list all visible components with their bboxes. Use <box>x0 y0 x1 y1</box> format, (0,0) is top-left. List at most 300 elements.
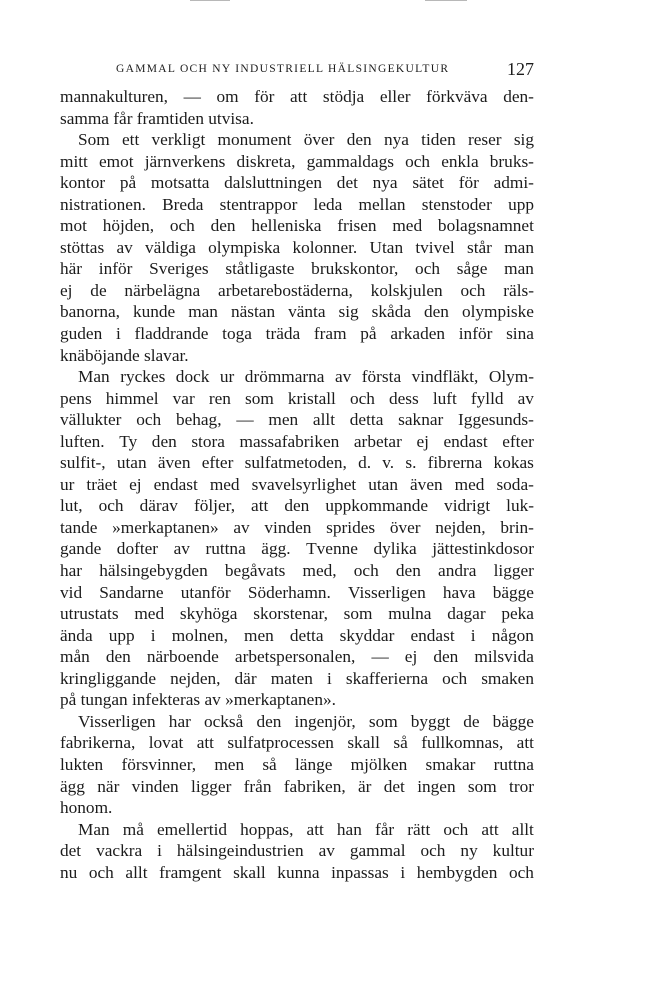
text-line <box>60 754 534 776</box>
word: skyhöga <box>179 604 238 624</box>
word: arbetarebostäderna, <box>218 280 353 300</box>
word: och <box>508 862 534 882</box>
word: »merkaptanen» <box>112 517 219 537</box>
word: mot <box>60 216 87 236</box>
word: fladdrande <box>134 324 209 344</box>
word: får <box>108 108 133 128</box>
word: träda <box>265 324 301 344</box>
word: fram <box>313 324 347 344</box>
word: sprides <box>326 517 376 537</box>
word: guden <box>60 324 103 344</box>
word: den <box>433 647 459 667</box>
word: detta <box>289 625 324 645</box>
word: maten <box>270 668 313 688</box>
text-line <box>60 86 534 108</box>
word: vinden <box>264 517 312 537</box>
word: där <box>234 668 257 688</box>
word: Breda <box>162 194 204 214</box>
word: ej <box>416 431 429 451</box>
word: med <box>454 474 485 494</box>
word: fibrerna <box>427 453 483 473</box>
word: att <box>290 87 308 106</box>
word: har <box>168 711 191 731</box>
word: Ty <box>119 431 138 451</box>
word: allt <box>125 862 148 882</box>
word: helleniska <box>251 216 322 236</box>
word: Man <box>78 367 110 387</box>
word: med, <box>302 561 337 581</box>
text-line <box>60 409 534 431</box>
word: milsvida <box>474 647 534 667</box>
word: har <box>60 561 83 581</box>
word: förkväva <box>426 87 488 106</box>
word: reser <box>467 130 502 150</box>
word: luft <box>432 388 457 408</box>
word: smakar <box>425 754 476 774</box>
word: luften. <box>60 431 105 451</box>
word: Som <box>78 130 110 150</box>
word: fabrikerna, <box>60 733 136 753</box>
word: kunna <box>277 862 320 882</box>
text-line <box>60 452 534 474</box>
word: den <box>346 130 372 150</box>
text-line <box>60 560 534 582</box>
word: ur <box>60 474 75 494</box>
word: står <box>466 237 492 257</box>
word: vidrigt <box>444 496 491 516</box>
word: vinden <box>131 776 179 796</box>
word: att <box>306 819 324 839</box>
word: på <box>119 173 137 193</box>
word: bägge <box>492 711 534 731</box>
word: sina <box>506 324 534 344</box>
word: jättestinkdosor <box>432 539 534 559</box>
word: väldiga <box>145 237 196 257</box>
word: ren <box>208 388 231 408</box>
word: olympiske <box>461 302 534 322</box>
word: och <box>88 862 114 882</box>
word: mjölken <box>350 754 408 774</box>
word: Visserligen <box>78 711 156 731</box>
word: honom. <box>60 798 113 818</box>
word: Utan <box>369 237 404 257</box>
word: sig <box>338 302 359 322</box>
word: tiden <box>421 130 456 150</box>
word: av <box>517 388 534 408</box>
word: svavelsyrlighet <box>251 474 357 494</box>
word: närbelägna <box>124 280 201 300</box>
word: mellan <box>358 194 406 214</box>
word: nistrationen. <box>60 194 146 214</box>
text-line <box>60 517 534 539</box>
text-line <box>60 129 534 151</box>
word: men <box>244 625 274 645</box>
word: sig <box>513 130 534 150</box>
word: framtiden <box>132 108 204 128</box>
word: peka <box>501 604 534 624</box>
word: eller <box>379 87 411 106</box>
word: upp <box>508 194 534 214</box>
text-line <box>60 194 534 216</box>
text-line <box>60 819 534 841</box>
word: ligger <box>191 776 232 796</box>
word: enkla <box>441 151 479 171</box>
word: uppkommande <box>325 496 429 516</box>
word: och <box>420 841 446 861</box>
word: och <box>169 216 195 236</box>
word: att <box>481 819 499 839</box>
word: på <box>60 690 77 710</box>
word: Olym- <box>488 367 534 387</box>
word: vällukter <box>60 410 122 430</box>
word: av <box>116 237 133 257</box>
text-line <box>60 215 534 237</box>
word: Söderhamn. <box>247 582 331 602</box>
word: om <box>216 87 239 106</box>
word: stora <box>191 431 225 451</box>
word: utan <box>368 474 398 494</box>
word: men <box>214 754 245 774</box>
word: i <box>470 625 476 645</box>
word: den <box>395 561 421 581</box>
word: att <box>196 733 214 753</box>
word: lukten <box>60 754 104 774</box>
word: verkligt <box>151 130 206 150</box>
word: ryckes <box>120 367 166 387</box>
word: Man <box>78 819 110 839</box>
word: endast <box>443 431 488 451</box>
word: ny <box>460 841 478 861</box>
text-line <box>60 345 534 367</box>
word: framgent <box>159 862 222 882</box>
word: mitt <box>60 151 88 171</box>
word: behag, <box>175 410 222 430</box>
word: knäböjande <box>60 345 140 365</box>
word: den- <box>503 87 534 106</box>
word: ur <box>219 367 235 387</box>
word: samma <box>60 108 109 128</box>
text-line <box>60 474 534 496</box>
text-line <box>60 711 534 733</box>
word: ståtligaste <box>225 259 295 279</box>
word: med <box>209 474 240 494</box>
word: kristall <box>287 388 336 408</box>
word: och <box>460 280 486 300</box>
word: de <box>90 280 107 300</box>
word: lut, <box>60 496 83 516</box>
word: och <box>442 668 468 688</box>
word: fylld <box>470 388 504 408</box>
word: den <box>151 431 177 451</box>
running-title: GAMMAL OCH NY INDUSTRIELL HÄLSINGEKULTUR <box>116 63 450 75</box>
word: arbetar <box>353 431 402 451</box>
word: och <box>136 410 162 430</box>
word: skåda <box>371 302 412 322</box>
text-line <box>60 301 534 323</box>
word: kokas <box>493 453 534 473</box>
text-line <box>60 323 534 345</box>
word: smaken <box>481 668 534 688</box>
word: ligger <box>493 561 534 581</box>
word: nejden, <box>435 517 486 537</box>
word: man <box>504 259 534 279</box>
word: vid <box>60 582 83 602</box>
text-line <box>60 237 534 259</box>
text-line <box>60 108 534 130</box>
word: här <box>60 259 83 279</box>
word: bruks- <box>489 151 534 171</box>
word: stödja <box>322 87 365 106</box>
word: ruttna <box>493 754 534 774</box>
word: dess <box>388 388 419 408</box>
word: nästan <box>230 302 276 322</box>
word: som <box>244 388 274 408</box>
word: fabriken, <box>283 776 346 796</box>
word: i <box>400 862 406 882</box>
word: som <box>368 711 398 731</box>
word: Sveriges <box>149 259 209 279</box>
word: när <box>97 776 120 796</box>
word: vänta <box>288 302 326 322</box>
word: höjden, <box>102 216 155 236</box>
word: inpassas <box>331 862 389 882</box>
word: sulfit-, <box>60 453 106 473</box>
word: och <box>98 496 124 516</box>
text-line <box>60 732 534 754</box>
text-line <box>60 538 534 560</box>
word: träet <box>86 474 118 494</box>
word: »merkaptanen». <box>220 690 336 710</box>
word: dylika <box>373 539 417 559</box>
word: han <box>336 819 362 839</box>
word: monument <box>217 130 292 150</box>
text-line <box>60 625 534 647</box>
word: av <box>173 539 190 559</box>
word: ej <box>404 647 418 667</box>
word: d. <box>358 453 372 473</box>
word: den <box>256 711 282 731</box>
word: andra <box>438 561 477 581</box>
word: över <box>389 517 421 537</box>
text-line <box>60 840 534 862</box>
text-line <box>60 603 534 625</box>
word: över <box>303 130 335 150</box>
word: leda <box>313 194 343 214</box>
word: ingen <box>417 776 456 796</box>
text-line <box>60 646 534 668</box>
word: nu <box>60 862 78 882</box>
word: försvinner, <box>121 754 197 774</box>
word: järnverkens <box>144 151 226 171</box>
word: allt <box>511 819 534 839</box>
word: — <box>371 647 389 667</box>
word: även <box>410 474 443 494</box>
word: vackra <box>96 841 143 861</box>
text-line <box>60 582 534 604</box>
word: kultur <box>492 841 534 861</box>
word: men <box>268 410 299 430</box>
word: luk- <box>506 496 534 516</box>
word: den <box>424 302 449 322</box>
word: ett <box>121 130 140 150</box>
word: länge <box>294 754 333 774</box>
word: man <box>188 302 218 322</box>
word: därav <box>139 496 178 516</box>
word: i <box>157 841 162 861</box>
word: dock <box>175 367 210 387</box>
word: arbetspersonalen, <box>234 647 356 667</box>
word: i <box>115 324 121 344</box>
word: med <box>134 604 165 624</box>
text-line <box>60 258 534 280</box>
word: hälsingebygden <box>99 561 208 581</box>
word: av <box>233 517 250 537</box>
word: gande <box>60 539 102 559</box>
word: himmel <box>105 388 159 408</box>
word: är <box>358 776 372 796</box>
word: räls- <box>503 280 534 300</box>
word: i <box>150 625 156 645</box>
text-line <box>60 797 534 819</box>
scan-edge-mark-right <box>425 0 467 1</box>
word: att <box>251 496 269 516</box>
word: bolagsnamnet <box>437 216 534 236</box>
word: allt <box>312 410 335 430</box>
word: och <box>443 819 469 839</box>
word: lovat <box>148 733 184 753</box>
word: för <box>458 173 479 193</box>
word: och <box>349 388 375 408</box>
text-line <box>60 280 534 302</box>
word: skafferierna <box>345 668 429 688</box>
word: också <box>203 711 244 731</box>
word: det <box>383 776 405 796</box>
word: vindfläkt, <box>411 367 479 387</box>
word: emellertid <box>157 819 228 839</box>
word: molnen, <box>171 625 228 645</box>
text-line <box>60 689 534 711</box>
word: v. <box>382 453 395 473</box>
word: endast <box>410 625 455 645</box>
word: ej <box>129 474 142 494</box>
text-line <box>60 862 534 884</box>
text-line <box>60 172 534 194</box>
word: följer, <box>193 496 236 516</box>
word: att <box>516 733 534 753</box>
word: infekteras <box>127 690 201 710</box>
word: närboende <box>146 647 219 667</box>
word: sulfatmetoden, <box>244 453 347 473</box>
word: bägge <box>492 582 534 602</box>
text-line <box>60 495 534 517</box>
word: — <box>236 410 254 430</box>
word: från <box>243 776 272 796</box>
word: så <box>393 733 408 753</box>
word: ägg <box>60 776 85 796</box>
word: detta <box>349 410 384 430</box>
word: och <box>415 259 440 279</box>
word: skorstenar, <box>253 604 328 624</box>
text-line <box>60 388 534 410</box>
word: gammal <box>349 841 406 861</box>
word: tande <box>60 517 98 537</box>
word: mån <box>60 647 90 667</box>
text-line <box>60 366 534 388</box>
word: diskreta, <box>236 151 296 171</box>
word: mulna <box>388 604 432 624</box>
word: på <box>360 324 377 344</box>
word: och <box>353 561 379 581</box>
word: Iggesunds- <box>458 410 534 430</box>
word: utanför <box>180 582 231 602</box>
word: banorna, <box>60 302 120 322</box>
word: ända <box>60 625 93 645</box>
word: ägg. <box>261 539 291 559</box>
text-line <box>60 668 534 690</box>
word: de <box>463 711 480 731</box>
word: kolskjulen <box>370 280 443 300</box>
word: Sandarne <box>99 582 164 602</box>
word: upp <box>108 625 135 645</box>
word: fullkomnas, <box>421 733 504 753</box>
word: den <box>105 647 131 667</box>
word: ingenjör, <box>294 711 356 731</box>
word: Visserligen <box>348 582 426 602</box>
word: av <box>318 841 335 861</box>
word: frisen <box>337 216 377 236</box>
word: av <box>334 367 352 387</box>
word: av <box>200 690 221 710</box>
word: brukskontor, <box>311 259 399 279</box>
word: utan <box>116 453 147 473</box>
word: tvivel <box>415 237 455 257</box>
word: efter <box>502 431 534 451</box>
word: den <box>284 496 310 516</box>
word: var <box>172 388 195 408</box>
word: även <box>157 453 191 473</box>
word: skall <box>347 733 380 753</box>
word: kringliggande <box>60 668 156 688</box>
word: dofter <box>116 539 159 559</box>
word: saknar <box>398 410 444 430</box>
scan-edge-mark-left <box>190 0 230 1</box>
word: stenstoder <box>421 194 492 214</box>
word: rätt <box>407 819 431 839</box>
text-line <box>60 431 534 453</box>
word: — <box>183 87 201 106</box>
word: begåvats <box>224 561 286 581</box>
word: dalsluttningen <box>224 173 323 193</box>
word: drömmarna <box>244 367 325 387</box>
word: Tvenne <box>306 539 358 559</box>
word: utrustats <box>60 604 119 624</box>
word: det <box>60 841 82 861</box>
running-head <box>60 60 534 84</box>
word: s. <box>405 453 417 473</box>
word: arkaden <box>390 324 446 344</box>
word: kunde <box>132 302 176 322</box>
word: ej <box>60 280 73 300</box>
word: för <box>254 87 275 106</box>
word: med <box>392 216 423 236</box>
word: man <box>504 237 534 257</box>
word: må <box>122 819 144 839</box>
word: brin- <box>500 517 534 537</box>
word: får <box>374 819 395 839</box>
text-line <box>60 151 534 173</box>
word: endast <box>153 474 198 494</box>
word: olympiska <box>208 237 281 257</box>
